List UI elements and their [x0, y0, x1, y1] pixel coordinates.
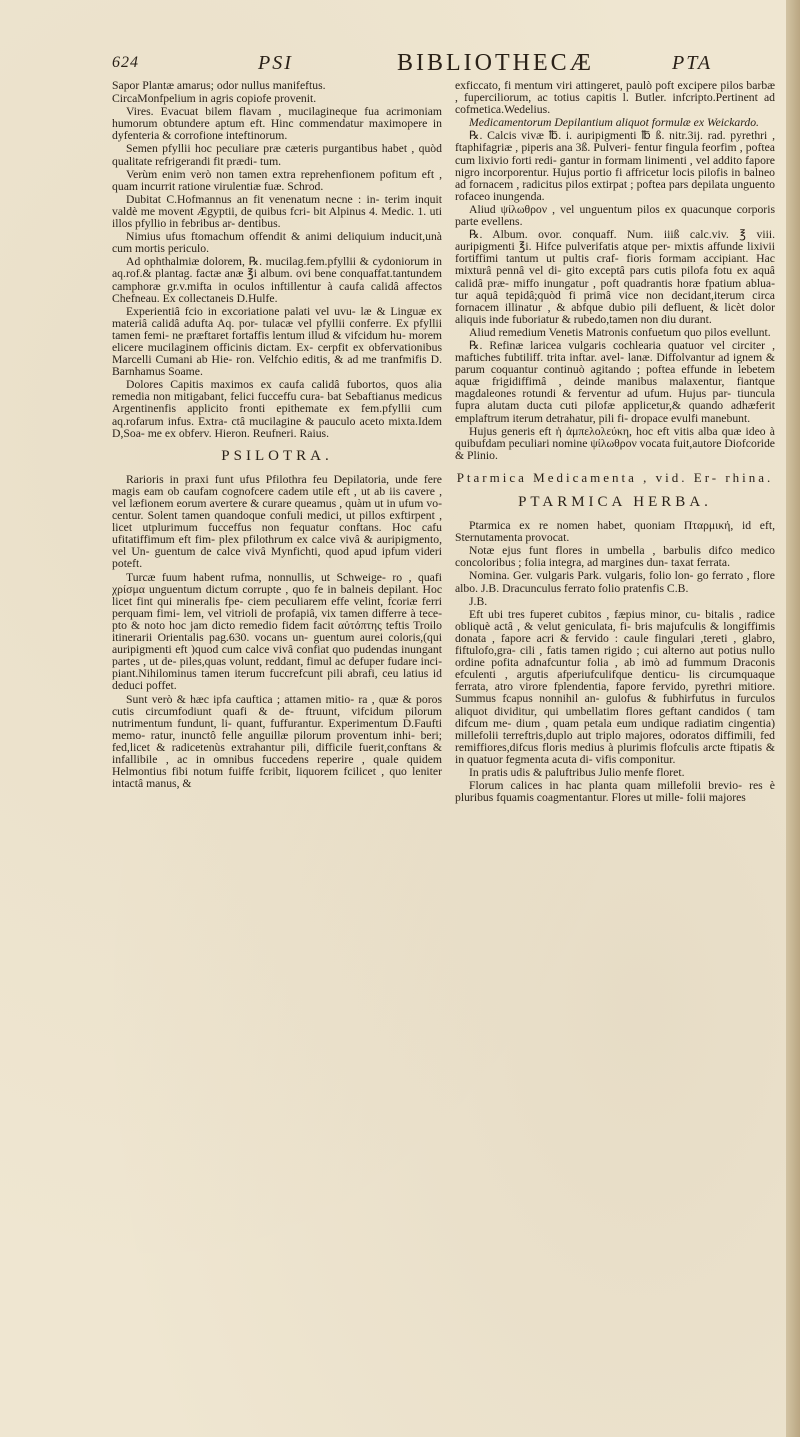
paragraph: Nomina. Ger. vulgaris Park. vulgaris, folio lon- go ferrato , flore albo. J.B. Dracunculus ferrato folio pratenfis C.B.: [455, 569, 775, 595]
paragraph: Experientiâ fcio in excoriatione palati vel uvu- læ & Linguæ ex materiâ calidâ adufta Aq. por- tulacæ vel pfyllii conferre. Ex pfyllii tamen femi- ne præftaret fortaffis lentum illud & vifcidum hu- morem elicere mucilaginem officinis dictam. Ex- cerpfit ex obfervationibus Marcelli Cumani ab Hie- ron. Velfchio editis, & ad me tranfmifis D. Barnhamus Soame.: [112, 304, 442, 379]
paragraph: J.B.: [469, 594, 488, 608]
paragraph: Nimius ufus ftomachum offendit & animi deliquium inducit,unà cum mortis periculo.: [112, 230, 442, 256]
paragraph: Verùm enim verò non tamen extra reprehenfionem pofitum eft , quam incurrit ratione virulentiæ fuæ. Schrod.: [112, 167, 442, 193]
section-heading: PSILOTRA.: [221, 447, 333, 464]
section-heading: PTARMICA HERBA.: [518, 494, 712, 510]
paragraph: Aliud ψίλωθρον , vel unguentum pilos ex quacunque corporis parte evellens.: [455, 202, 775, 229]
paragraph: Dubitat C.Hofmannus an fit venenatum necne : in- terim inquit valdè me movent Ægyptii, de quibus fcri- bit Alpinus 4. Medic. 1. uti illos pfyllio in febribus ar- dentibus.: [112, 192, 442, 231]
paragraph: ℞. Calcis vivæ ℔. i. auripigmenti ℔ ß. nitr.3ij. rad. pyrethri , ftaphifagriæ , piperis ana 3ß. Pulveri- fentur fingula feorfim , poftea cum lixivio forti redi- gantur in formam linimenti , vel addito fapore nigro incorporentur. Hujus portio fi affricetur locis pilofis in balneo ad fornacem , radicitus pilos extirpat ; poftea pars depilata unguento rofaceo inungenda.: [455, 129, 775, 203]
paragraph: Vires. Evacuat bilem flavam , mucilagineque fua acrimoniam humorum obtundere aptum eft. Hinc commendatur maximopere in dyfenteria & corrofione inteftinorum.: [112, 105, 442, 143]
paragraph: Hujus generis eft ἡ ἀμπελολεύκη, hoc eft vitis alba quæ ideo à quibufdam peculiari nomine ψίλωθρον vocata fuit,autore Diofcoride & Plinio.: [455, 424, 775, 462]
paragraph: exficcato, fi mentum viri attingeret, paulò poft excipere pilos barbæ , fuperciliorum, ac totius capitis l. Butler. infcripto.Pertinent ad cofmetica.Wedelius.: [455, 79, 775, 117]
paragraph: Ad ophthalmiæ dolorem, ℞. mucilag.fem.pfyllii & cydoniorum in aq.rof.& plantag. factæ anæ ℥i album. ovi bene conquaffat.tantundem camphoræ gr.v.mifta in oculos inftillentur à caufa calidâ affectos Chefneau. Ex collectaneis D.Hulfe.: [112, 255, 442, 305]
subheading: Medicamentorum Depilantium aliquot formulæ ex Weickardo.: [469, 116, 759, 130]
paragraph: Notæ ejus funt flores in umbella , barbulis difco medico concoloribus ; folia integra, ad margines dun- taxat ferrata.: [455, 544, 775, 570]
paragraph: Sunt verò & hæc ipfa cauftica ; attamen mitio- ra , quæ & poros cutis circumfodiunt quafi & de- ftruunt, vifcidum pilorum nutrimentum fundunt, li- quant, fuffurantur. Experimentum D.Faufti memo- ratur, inunctô felle anguillæ pilorum proventum inhi- beri; fed,licet & radicetenùs extrahantur pili, difficile fuerit,conftans & infallibile , ac in omnibus fuccedens reperire , quale quidem Helmontius fibi notum fuiffe fcribit, liquorem fcilicet , quo leniter intactâ manus, &: [112, 692, 442, 791]
paragraph: Ptarmica ex re nomen habet, quoniam Πταρμική, id eft, Sternutamenta provocat.: [455, 519, 775, 545]
left-text-column: [112, 80, 442, 791]
paragraph: Aliud remedium Venetis Matronis confuetum quo pilos evellunt.: [469, 325, 771, 339]
page-binding-edge: [786, 0, 800, 1437]
paragraph: Eft ubi tres fuperet cubitos , fæpius minor, cu- bitalis , radice obliquè actâ , & velut geniculata, fi- bris majufculis & longiffimis donata , fapore acri & fervido : caule fingulari ,tereti , glabro, fiftulofo,gra- cili , fatis tamen rigido ; cui alterno aut potius nullo ordine pofita adnafcuntur folia , ab imò ad fummum Draconis efculenti , argutis afperiufculifque denticu- lis circumquaque ferrata, atro virore fplendentia, fapore fervido, pyrethri mitiore. Summus fcapus nonnihil an- gulofus & fubhirfutus in furculos aliquot dividitur, qui umbellatim flores geftant candidos ( tam difcum me- dium , quam petala eum undique radiatim cingentia) millefolii terreftris,duplo aut triplo majores, odoratos diffimili, fed remiffiores,difcus floris medius à plurimis flofculis arcte ftipatis & in quatuor fegmenta acuta di- vifis componitur.: [455, 607, 775, 766]
paragraph: CircaMonfpelium in agris copiofe provenit.: [112, 92, 317, 106]
right-guide-word: PTA: [672, 52, 713, 74]
right-text-column: [455, 80, 775, 805]
paragraph: Turcæ fuum habent rufma, nonnullis, ut Schweige- ro , quafi χρίσμα unguentum dictum corrupte , quo fe in balneis depilant. Hoc licet fint qui mineralis fpe- ciem peculiarem effe velint, fcoriæ ferri perquam fimi- lem, vel vitrioli de profapiâ, vix tamen differre à tece- pto & noto hoc jam dicto remedio fidem facit αὐτόπτης teftis Troilo itinerarii Orientalis pag.630. vocans un- guentum aurei coloris,(qui auripigmenti eft )quod cum calce vivâ confiat quo pudendas inungant partes , ut de- piles,quas volunt, reddant, fimul ac defuper fudare inci- piant.Nihilominus tamen iterum fuccrefcunt pili abrafi, ceu latius id deduci poffet.: [112, 570, 442, 693]
left-guide-word: PSI: [258, 52, 293, 74]
cross-reference-heading: Ptarmica Medicamenta , vid. Er- rhina.: [456, 469, 774, 485]
paragraph: Florum calices in hac planta quam millefolii brevio- res è pluribus fquamis coagmentantur. Flores ut mille- folii majores: [455, 779, 775, 805]
paragraph: ℞. Refinæ laricea vulgaris cochlearia quatuor vel circiter , maftiches fubtiliff. trita inftar. avel- lanæ. Diffolvantur ad ignem & parum coquantur continuò agitando ; poftea effunde in lebetem aquæ frigidiffimâ , deinde manibus malaxentur, fiantque magdaleones rotundi & ferventur ad ufum. Hujus par- tiuncula fupra alutam ducta cuti pilofæ applicetur,& quando adhæferit emplaftrum iterum detrahatur, pili fi- dropace evulfi manebunt.: [455, 338, 775, 425]
running-head: [112, 50, 772, 80]
paragraph: Rarioris in praxi funt ufus Pfilothra feu Depilatoria, unde fere magis eam ob caufam cognofcere cadem utile eft , ut ab iis cavere , vel læfionem eorum avertere & curare queamus , quàm ut in ufum vo- centur. Solent tamen quandoque confuli medici, ut pillos exftirpent , licet utplurimum fucceffus non fequatur conftans. Hoc cafu ufitatiffimum eft fim- plex pfilothrum ex calce vivâ & auripigmento, vel Un- guentum de calce vivâ Mynfichti, quod apud ipfum videri poteft.: [112, 472, 442, 571]
paragraph: Semen pfyllii hoc peculiare præ cæteris purgantibus habet , quòd qualitate refrigerandi fit prædi- tum.: [112, 142, 442, 168]
paragraph: ℞. Album. ovor. conquaff. Num. iiiß calc.viv. ℥ viii. auripigmenti ℥i. Hifce pulverifatis atque per- mixtis affunde lixivii fortiffimi tantum ut pultis craf- fioris formam accipiant. Hac mixturâ pennâ vel di- gito exceptâ pars cutis pilofa fotu ex aquâ calidâ præ- miffo inungatur , poft quadrantis horæ fpatium ablua- tur aquâ tepidâ;quòd fi primâ vice non decidant,iterum circa fornacem illinatur , & abfque dubio pili defluent, & licèt dolor aliquis inde fuboriatur & rubedo,tamen non diu durant.: [455, 228, 775, 326]
paragraph: Dolores Capitis maximos ex caufa calidâ fubortos, quos alia remedia non mitigabant, felici fucceffu cura- bat Sebaftianus medicus Argentinenfis applicito fronti epithemate ex fem.pfyllii cum aq.rofarum infus. Extra- ctâ mucilagine & pauculo aceto mixta.Idem D,Soa- me ex obferv. Hieron. Reufneri. Raius.: [112, 378, 442, 440]
page-number: 624: [112, 54, 139, 71]
paragraph: In pratis udis & paluftribus Julio menfe floret.: [469, 765, 685, 779]
paragraph: Sapor Plantæ amarus; odor nullus manifeftus.: [112, 79, 326, 92]
page-title: BIBLIOTHECÆ: [397, 50, 594, 76]
